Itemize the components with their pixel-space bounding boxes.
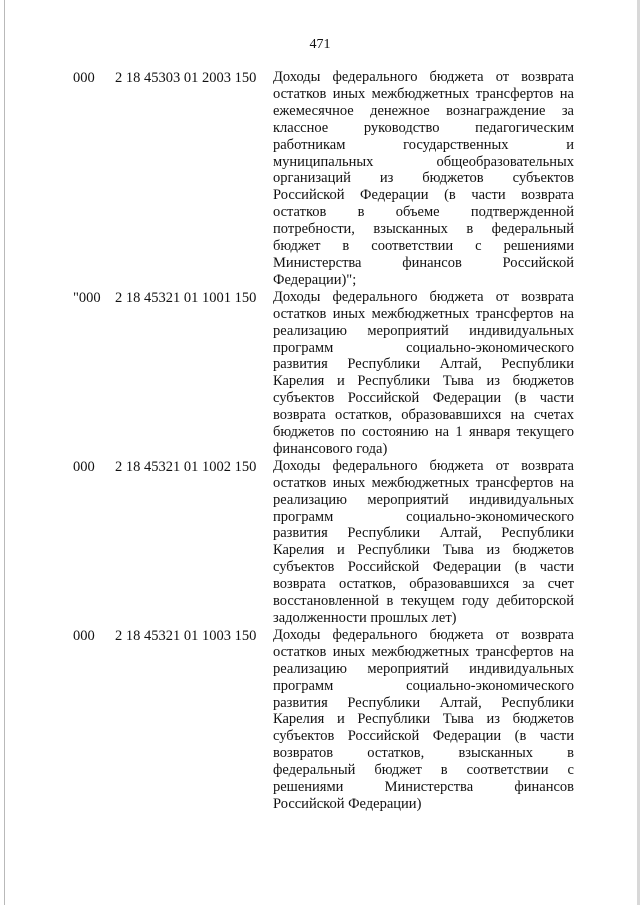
description-line: возврата остатков, образовавшихся за счет [273, 576, 574, 593]
revenue-description [273, 627, 574, 813]
description-line: Доходы федерального бюджета от возврата [273, 69, 574, 85]
description-line: восстановленной в текущем году дебиторской [273, 593, 574, 610]
budget-classification-code: 2 18 45321 01 1001 150 [115, 289, 257, 306]
revenue-description [273, 69, 574, 289]
description-line: субъектов Российской Федерации (в части [273, 728, 574, 745]
revenue-description [273, 458, 574, 627]
description-line: Доходы федерального бюджета от возврата [273, 457, 574, 474]
description-line: классное руководство педагогическим [273, 119, 574, 136]
description-line: Федерации)"; [273, 271, 357, 288]
description-line: Министерства финансов Российской [273, 254, 574, 271]
administrator-code: 000 [73, 70, 95, 86]
description-line: решениями Министерства финансов [273, 779, 574, 796]
table-row [0, 289, 640, 458]
description-line: Карелия и Республики Тыва из бюджетов [273, 373, 574, 390]
description-line: программ социально-экономического [273, 677, 574, 694]
description-line: Доходы федерального бюджета от возврата [273, 626, 574, 643]
description-line: возврата остатков, образовавшихся на счетах [273, 407, 574, 424]
description-line: субъектов Российской Федерации (в части [273, 390, 574, 407]
description-line: остатков иных межбюджетных трансфертов на [273, 85, 574, 102]
budget-classification-code: 2 18 45321 01 1002 150 [115, 458, 257, 475]
description-line: программ социально-экономического [273, 508, 574, 525]
administrator-code: 000 [73, 627, 95, 644]
description-line: Карелия и Республики Тыва из бюджетов [273, 711, 574, 728]
revenue-description [273, 289, 574, 458]
description-line: работникам государственных и [273, 136, 574, 153]
description-line: программ социально-экономического [273, 339, 574, 356]
description-line: реализацию мероприятий индивидуальных [273, 491, 574, 508]
budget-code-table [0, 69, 640, 813]
description-line: Российской Федерации) [273, 795, 422, 812]
budget-classification-code: 2 18 45321 01 1003 150 [115, 627, 257, 644]
description-line: остатков в объеме подтвержденной [273, 204, 574, 221]
administrator-code: "000 [73, 289, 101, 306]
description-line: субъектов Российской Федерации (в части [273, 559, 574, 576]
description-line: возвратов остатков, взысканных в [273, 745, 574, 762]
administrator-code: 000 [73, 458, 95, 475]
description-line: развития Республики Алтай, Республики [273, 356, 574, 373]
description-line: остатков иных межбюджетных трансфертов на [273, 474, 574, 491]
description-line: федеральный бюджет в соответствии с [273, 762, 574, 779]
table-row [0, 627, 640, 813]
table-row [0, 458, 640, 627]
description-line: остатков иных межбюджетных трансфертов на [273, 305, 574, 322]
description-line: задолженности прошлых лет) [273, 610, 457, 626]
budget-classification-code: 2 18 45303 01 2003 150 [115, 70, 257, 86]
description-line: потребности, взысканных в федеральный [273, 221, 574, 238]
description-line: Карелия и Республики Тыва из бюджетов [273, 542, 574, 559]
description-line: развития Республики Алтай, Республики [273, 525, 574, 542]
description-line: финансового года) [273, 440, 388, 457]
description-line: бюджетов по состоянию на 1 января текущего [273, 424, 574, 441]
description-line: бюджет в соответствии с решениями [273, 238, 574, 255]
page-number: 471 [309, 37, 331, 52]
description-line: развития Республики Алтай, Республики [273, 694, 574, 711]
description-line: Доходы федерального бюджета от возврата [273, 288, 574, 305]
description-line: Российской Федерации (в части возврата [273, 187, 574, 204]
description-line: организаций из бюджетов субъектов [273, 170, 574, 187]
description-line: ежемесячное денежное вознаграждение за [273, 102, 574, 119]
description-line: реализацию мероприятий индивидуальных [273, 660, 574, 677]
description-line: муниципальных общеобразовательных [273, 153, 574, 170]
description-line: реализацию мероприятий индивидуальных [273, 322, 574, 339]
table-row [0, 69, 640, 289]
description-line: остатков иных межбюджетных трансфертов на [273, 643, 574, 660]
